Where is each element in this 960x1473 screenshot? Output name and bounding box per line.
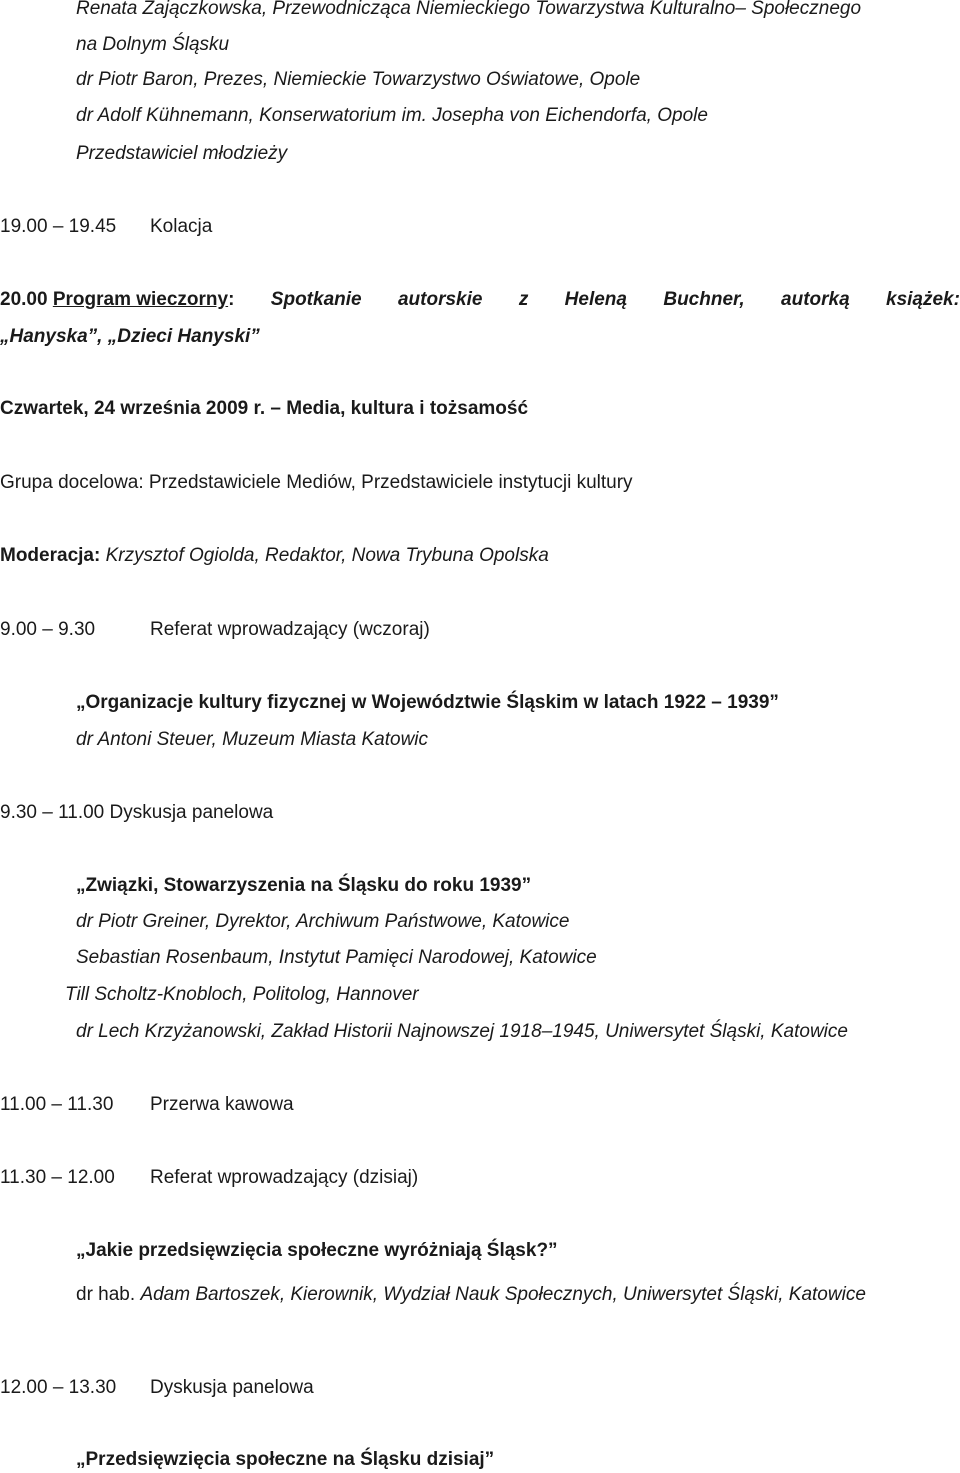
participant-line: Renata Zajączkowska, Przewodnicząca Niemieckiego Towarzystwa Kulturalno– Społecznego <box>76 0 862 19</box>
target-group: Grupa docelowa: Przedstawiciele Mediów, Przedstawiciele instytucji kultury <box>0 472 633 493</box>
label: Referat wprowadzający (dzisiaj) <box>150 1167 419 1188</box>
word: Heleną <box>564 289 627 310</box>
label: Dyskusja panelowa <box>109 802 274 823</box>
moderator: Krzysztof Ogiolda, Redaktor, Nowa Trybuna Opolska <box>105 545 549 566</box>
session-topic: „Związki, Stowarzyszenia na Śląsku do roku 1939” <box>76 875 532 896</box>
word: Buchner, <box>663 289 745 310</box>
time: 19.00 – 19.45 <box>0 216 117 237</box>
evening-label: Program wieczorny <box>52 289 229 310</box>
label: Dyskusja panelowa <box>150 1377 314 1398</box>
time: 9.30 – 11.00 <box>0 802 105 823</box>
panelist: Till Scholtz-Knobloch, Politolog, Hannover <box>65 984 419 1005</box>
participant-line: dr Piotr Baron, Prezes, Niemieckie Towarzystwo Oświatowe, Opole <box>76 69 641 90</box>
word: autorką <box>781 289 850 310</box>
participant-line: na Dolnym Śląsku <box>76 34 230 55</box>
schedule-row <box>0 1093 294 1117</box>
label: Przerwa kawowa <box>150 1094 294 1115</box>
word: z <box>518 289 529 310</box>
moderation <box>0 544 549 568</box>
participant-line: Przedstawiciel młodzieży <box>76 143 288 164</box>
label: Kolacja <box>150 216 213 237</box>
word: Spotkanie <box>270 289 362 310</box>
speaker-name: Adam Bartoszek, Kierownik, Wydział Nauk Społecznych, Uniwersytet Śląski, Katowice <box>140 1284 866 1305</box>
schedule-row <box>0 1166 418 1190</box>
session-topic: „Organizacje kultury fizycznej w Województwie Śląskim w latach 1922 – 1939” <box>76 692 779 713</box>
speaker-title: dr hab. <box>76 1284 136 1305</box>
speaker <box>76 1283 866 1307</box>
panelist: Sebastian Rosenbaum, Instytut Pamięci Narodowej, Katowice <box>76 947 597 968</box>
date: Czwartek, 24 września 2009 r. <box>0 398 266 419</box>
schedule-row <box>0 618 430 642</box>
participant-line: dr Adolf Kühnemann, Konserwatorium im. Josepha von Eichendorfa, Opole <box>76 105 708 126</box>
time: 12.00 – 13.30 <box>0 1377 117 1398</box>
speaker: dr Antoni Steuer, Muzeum Miasta Katowic <box>76 729 429 750</box>
day-heading <box>0 397 528 421</box>
schedule-row <box>0 801 273 825</box>
colon: : <box>228 289 235 310</box>
time: 11.00 – 11.30 <box>0 1094 114 1115</box>
time: 9.00 – 9.30 <box>0 619 96 640</box>
panelist: dr Piotr Greiner, Dyrektor, Archiwum Państwowe, Katowice <box>76 911 570 932</box>
session-topic: „Przedsięwzięcia społeczne na Śląsku dzisiaj” <box>76 1449 495 1470</box>
dash: – <box>270 398 281 419</box>
label: Referat wprowadzający (wczoraj) <box>150 619 430 640</box>
theme: Media, kultura i tożsamość <box>286 398 529 419</box>
evening-program-line <box>0 288 960 312</box>
panelist: dr Lech Krzyżanowski, Zakład Historii Najnowszej 1918–1945, Uniwersytet Śląski, Katowice <box>76 1021 848 1042</box>
book-titles: „Hanyska”, „Dzieci Hanyski” <box>0 326 260 347</box>
session-topic: „Jakie przedsięwzięcia społeczne wyróżniają Śląsk?” <box>76 1240 558 1261</box>
word: autorskie <box>397 289 483 310</box>
word: książek: <box>886 289 960 310</box>
time: 20.00 <box>0 289 48 310</box>
schedule-row-supper <box>0 215 212 239</box>
moderation-label: Moderacja: <box>0 545 101 566</box>
time: 11.30 – 12.00 <box>0 1167 115 1188</box>
schedule-row <box>0 1376 314 1400</box>
